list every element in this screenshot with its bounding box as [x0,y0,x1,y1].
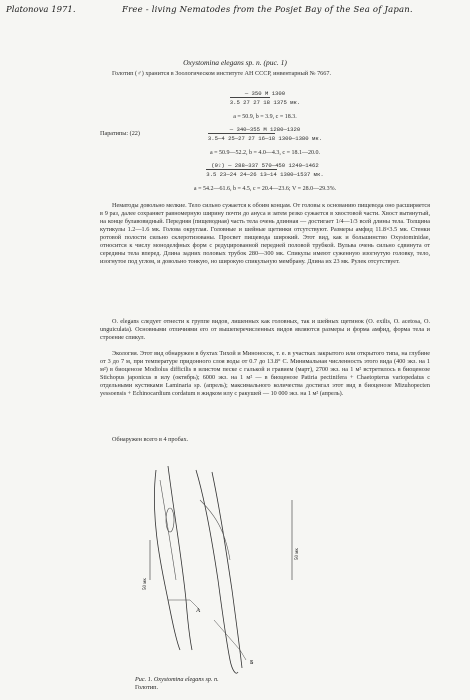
handwritten-title: Free - living Nematodes from the Posjet Bay of the Sea of Japan. [122,5,413,15]
figure-b-spicule [200,500,230,560]
formula-female: (9♀) — 288—337 570—450 1240—1462 3.5 23—24 24—26 13—14 1300—1537 мк. [206,162,324,178]
measure-female: a = 54.2—61.6, b = 4.5, c = 20.4—23.6; V = 28.0—29.3%. [193,186,337,192]
measure-holotype: a = 50.9, b = 3.9, c = 18.3. [233,114,297,120]
figure-b-label: Б [250,660,254,666]
measure-paratypes: a = 50.9—52.2, b = 4.0—4.3, c = 18.1—20.0. [210,150,320,156]
holotype-paragraph: Голотип (♂) хранится в Зоологическом институте АН СССР, инвентарный № 7667. [112,70,331,77]
figure-caption: Рис. 1. Oxystomina elegans sp. n. Голотип. [135,676,219,691]
figure-a-body-outline-left [154,470,180,650]
description-paragraph: Нематоды довольно мелкие. Тело сильно сужается к обоим концам. От головы к основанию пищевода оно расширяется в 9 раз, далее сохраняет равномерную ширину почти до ануса и затем резко сужается в хвостовой части. Хвост вытянутый, на конце булавовидный. Передняя (пищеводная) часть тела очень длинная — достигает 1/4—1/3 всей длины тела. Толщина кутикулы 1.2—1.6 мк. Голова округлая. Головные и шейные щетинки отсутствуют. Размеры амфид 11.8×3.5 мк. Стенки ротовой полости сильно склеротизованы. Просвет пищевода широкий. Этот вид, как и большинство Oxystominidae, относится к числу моноделфных форм с редуцированной передней половой трубкой. Вульва очень сильно сдвинута от середины тела вперед. Длина задних половых трубок 280—300 мк. Спикулы имеют суженную изогнутую головку, тело, изогнутое под углом, и довольно тонкую, но широкую спикульную мембрану. Длина их 23 мк. Рулек отсутствует. [100,202,430,265]
paratypes-label: Паратипы: (22) [100,130,140,137]
ecology-paragraph: Экология. Этот вид обнаружен в бухтах Тихой и Миноносок, т. е. в участках закрытого или открытого типа, на глубине от 3 до 7 м, при температуре придонного слоя воды от 0.7 до 13.8° С. Минимальная численность этого вида (400 экз. на 1 м²) в биоценозе Modiolus difficilis в илистом песке с галькой и гравием (март), 2700 экз. на 1 м² встретилось в биоценозе Stichopus japonicus в илу (октябрь); 6000 экз. на 1 м² — в биоценозе Patiria pectinifera + Chaetopterus variopedatus с отдельными кустиками Laminaria sp. (апрель); максимального количества достигал этот вид в биоценозе Mizuhopecten yessoensis + Echinocardium cordatum в жидком илу с ракушей — 10 000 экз. на 1 м² (апрель). [100,350,430,397]
figure-b-pointer [214,620,246,660]
figure-a-label: А [196,608,201,614]
figure-a-amphid [166,508,174,532]
formula-paratypes: — 340—355 M 1280—1320 3.5—4 25—27 27 16—18 1300—1380 мк. [207,126,323,142]
handwritten-citation: Platonova 1971. [6,5,76,15]
diagnosis-paragraph: O. elegans следует отнести к группе видов, лишенных как головных, так и шейных щетинок (O. exilis, O. acetosa, O. unguiculata). Основными отличиями его от вышеперечисленных видов являются размеры и форма амфид, форма тела и строение спикул. [100,318,430,341]
scale-label-left: 50 мк [143,578,148,590]
figure-a-body-outline-right [168,466,192,650]
found-paragraph: Обнаружен всего в 4 пробах. [112,436,189,443]
formula-holotype: — 350 M 1300 3.5 27 27 18 1375 мк. [229,90,301,106]
species-title: Oxystomina elegans sp. n. (рис. 1) [183,58,287,67]
figure-b-body-outline-left [196,470,238,673]
scale-label-right: 50 мк [295,548,300,560]
